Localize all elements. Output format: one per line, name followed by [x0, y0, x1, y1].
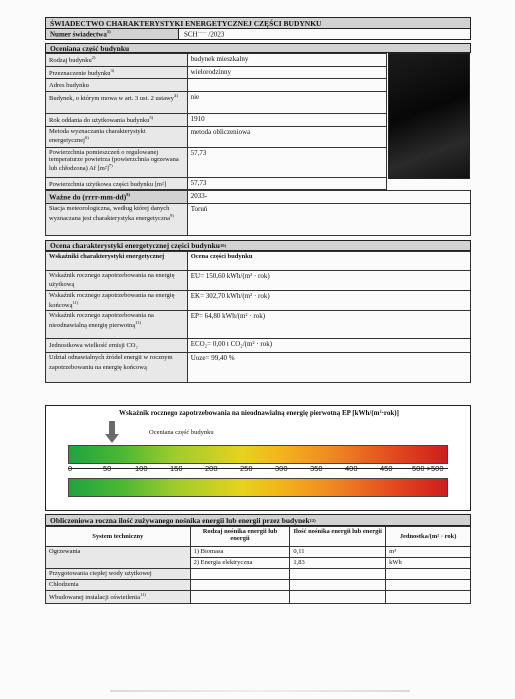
building-value: 57,73 [187, 177, 386, 190]
building-label: Rok oddania do użytkowania budynku$^{5)}$ [46, 113, 188, 126]
amount-cell [290, 591, 386, 604]
system-name: Przygotowania ciepłej wody użytkowej [46, 569, 191, 580]
valid-table [45, 190, 471, 236]
unit-cell: m³ [386, 547, 471, 558]
valid-until-value: 2033- [187, 191, 470, 204]
scale-tick: 150 [170, 464, 183, 473]
building-value [187, 79, 386, 92]
station-value: Toruń [187, 204, 470, 236]
cert-number-row: Numer świadectwa$^{1)}$ SCH—— /2023 [45, 29, 471, 40]
building-label: Metoda wyznaczania charakterystyki energetycznej$^{6)}$ [46, 126, 188, 147]
down-arrow-icon [107, 421, 117, 443]
indicator-label: Wskaźnik rocznego zapotrzebowania na nieodnawialną energię pierwotną$^{11)}$ [46, 311, 188, 339]
unit-cell: kWh [386, 558, 471, 569]
amount-cell [290, 569, 386, 580]
unit-cell [386, 580, 471, 591]
building-label: Powierzchnia użytkowa części budynku [m²] [46, 177, 188, 190]
indicator-value: EP= 64,80 kWh/(m² · rok) [187, 311, 470, 339]
page-bottom-edge [110, 690, 410, 692]
system-name: Chłodzenia [46, 580, 191, 591]
building-value: nie [187, 91, 386, 113]
systems-col-header: Rodzaj nośnika energii lub energii [190, 527, 290, 547]
cert-number-label: Numer świadectwa [50, 30, 107, 39]
scale-tick: 400 [345, 464, 358, 473]
indicator-value: EU= 150,60 kWh/(m² · rok) [187, 271, 470, 291]
systems-col-header: System techniczny [46, 527, 191, 547]
indicator-label: Wskaźnik rocznego zapotrzebowania na energię końcową$^{11)}$ [46, 291, 188, 311]
indicator-col-header: Ocena części budynku [187, 252, 470, 271]
station-label: Stacja meteorologiczna, według której danych wyznaczana jest charakterystyka energetyczna$^{9)}$ [46, 204, 188, 236]
cert-number-value: SCH—— /2023 [184, 29, 225, 39]
system-name: Wbudowanej instalacji oświetlenia$^{11)}$ [46, 591, 191, 604]
systems-table [45, 526, 471, 604]
building-label: Budynek, o którym mowa w art. 3 ust. 2 ustawy$^{4)}$ [46, 91, 188, 113]
valid-until-label: Ważne do (rrrr-mm-dd)$^{8)}$ [46, 191, 188, 204]
indicator-value: ECO₂= 0,00 t CO₂/(m² · rok) [187, 339, 470, 353]
scale-tick: 500 >500 [412, 464, 444, 473]
building-value: wielorodzinny [187, 66, 386, 79]
section-assessment-header: Ocena charakterystyki energetycznej części budynku 10) [45, 240, 471, 251]
building-label: Powierzchnia pomieszczeń o regulowanej temperaturze powietrza (powierzchnia ogrzewana lub chłodzona) Af $[m^2]^{7)}$ [46, 147, 188, 177]
carrier-cell: 1) Biomasa [190, 547, 290, 558]
indicator-value: EK= 302,70 kWh/(m² · rok) [187, 291, 470, 311]
building-photo-redacted [388, 53, 470, 179]
indicator-col-header: Wskaźniki charakterystyki energetycznej [46, 252, 188, 271]
amount-cell: 0,11 [290, 547, 386, 558]
energy-scale-title: Wskaźnik rocznego zapotrzebowania na nieodnawialną energię pierwotną EP [kWh/(m²·rok)] [119, 409, 399, 417]
building-value: 1910 [187, 113, 386, 126]
scale-tick-labels [46, 464, 472, 474]
indicator-label: Udział odnawialnych źródeł energii w rocznym zapotrzebowaniu na energię końcową [46, 353, 188, 383]
indicator-label: Jednostkowa wielkość emisji CO₂ [46, 339, 188, 353]
carrier-cell [190, 591, 290, 604]
scale-marker-label: Oceniana część budynku [149, 429, 214, 436]
amount-cell [290, 580, 386, 591]
energy-scale-box [45, 405, 471, 511]
building-table [45, 53, 387, 190]
scale-tick: 0 [68, 464, 73, 473]
section-consumption-header: Obliczeniowa roczna ilość zużywanego nośnika energii lub energii przez budynek 12) [45, 514, 471, 526]
carrier-cell: 2) Energia elektryczna [190, 558, 290, 569]
energy-gradient-top [68, 445, 448, 464]
unit-cell [386, 591, 471, 604]
unit-cell [386, 569, 471, 580]
systems-col-header: Jednostka/(m² · rok) [386, 527, 471, 547]
energy-gradient-bottom [68, 478, 448, 497]
amount-cell: 1,83 [290, 558, 386, 569]
scale-tick: 100 [135, 464, 148, 473]
building-label: Rodzaj budynku$^{2)}$ [46, 54, 188, 67]
indicator-label: Wskaźnik rocznego zapotrzebowania na energię użytkową [46, 271, 188, 291]
scale-tick: 200 [205, 464, 218, 473]
scale-tick: 300 [275, 464, 288, 473]
certificate-title: ŚWIADECTWO CHARAKTERYSTYKI ENERGETYCZNEJ CZĘŚCI BUDYNKU [45, 17, 471, 29]
scale-tick: 350 [310, 464, 323, 473]
indicator-table [45, 251, 471, 383]
building-value: metoda obliczeniowa [187, 126, 386, 147]
building-label: Przeznaczenie budynku$^{3)}$ [46, 66, 188, 79]
scale-tick: 50 [103, 464, 112, 473]
building-value: 57,73 [187, 147, 386, 177]
indicator-value: Uoze= 99,40 % [187, 353, 470, 383]
carrier-cell [190, 580, 290, 591]
building-label: Adres budynku [46, 79, 188, 92]
system-name: Ogrzewania [46, 547, 191, 569]
systems-col-header: Ilość nośnika energii lub energii [290, 527, 386, 547]
building-value: budynek mieszkalny [187, 54, 386, 67]
scale-tick: 450 [380, 464, 393, 473]
section-building-header: Oceniana część budynku [45, 43, 471, 53]
carrier-cell [190, 569, 290, 580]
scale-tick: 250 [240, 464, 253, 473]
